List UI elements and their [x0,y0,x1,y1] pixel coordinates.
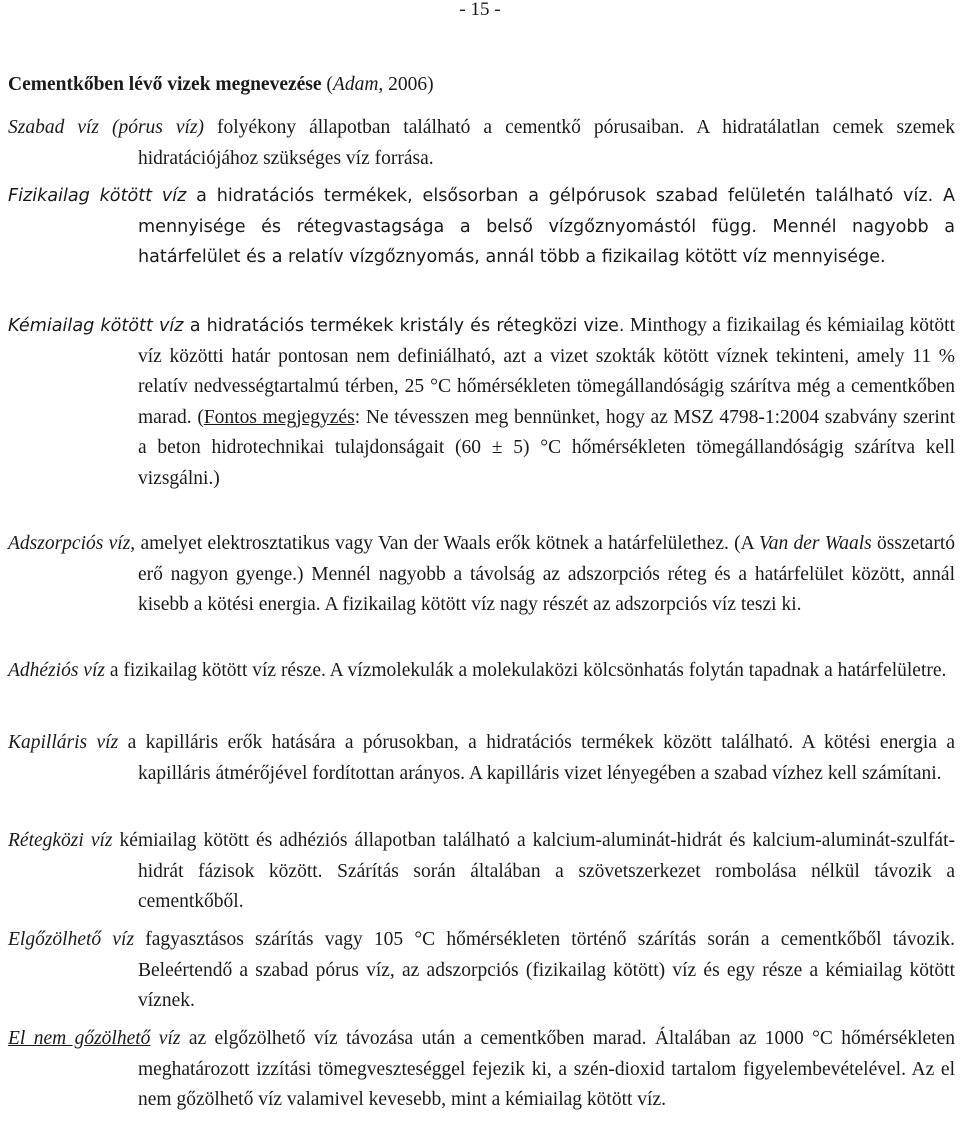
term-el-nem-gozolheto: El nem gőzölhető [8,1028,151,1049]
definition-text: kémiailag kötött és adhéziós állapotban található a kalcium-aluminát-hidrát és kalcium-aluminát-szulfát-hidrát fázisok között. Szárítás során általában a szövetszerkezet rombolása nélkül távozik a cementkőből. [112,830,955,912]
term-kemiailag-kotott-viz: Kémiailag kötött víz [8,316,184,336]
entry-fizikailag-kotott-viz [8,181,955,273]
title-rest: , 2006) [378,74,434,95]
entry-adhezios-viz [8,656,955,687]
definition-text: a fizikailag kötött víz része. A vízmolekulák a molekulaközi kölcsönhatás folytán tapadnak a határfelületre. [104,660,947,681]
definition-text-2: összetartó erő nagyon gyenge.) Mennél nagyobb a távolság az adszorpciós réteg és a határfelület között, annál kisebb a kötési energia. A fizikailag kötött víz nagy részét az adszorpciós víz teszi ki. [138,533,955,615]
page-number: - 15 - [459,0,501,20]
definition-text-3: : Ne tévesszen meg bennünket, hogy az MSZ 4798-1:2004 szabvány szerint a beton hidrotechnikai tulajdonságait (60 ± 5) °C hőmérsékleten tömegállandóságig szárítva kell vizsgálni.) [138,406,955,489]
page-title [8,72,434,98]
note-label: Fontos megjegyzés [203,406,355,428]
entry-adszorpcios-viz [8,529,955,621]
term-fizikailag-kotott-viz: Fizikailag kötött víz [8,186,187,206]
entry-kemiailag-kotott-viz [8,311,955,494]
entry-retegkozi-viz [8,826,955,918]
title-author: Adam [332,74,379,95]
definition-text: folyékony állapotban található a cementkő pórusaiban. A hidratálatlan cemek szemek hidratációjához szükséges víz forrása. [138,117,955,169]
van-der-waals: Van der Waals [758,533,872,554]
term-elgozolheto-viz: Elgőzölhető víz [8,929,135,950]
entry-szabad-viz [8,113,955,174]
entry-el-nem-gozolheto-viz [8,1024,955,1116]
definition-text: a kapilláris erők hatására a pórusokban, a hidratációs termékek között található. A kötési energia a kapilláris átmérőjével fordítottan arányos. A kapilláris vizet lényegében a szabad vízhez kell számítani. [118,732,955,784]
term-szabad-viz: Szabad víz (pórus víz) [8,117,205,138]
term-kapillaris-viz: Kapilláris víz [8,732,119,753]
title-open: ( [321,74,333,95]
entry-elgozolheto-viz [8,925,955,1017]
definition-text: amelyet elektrosztatikus vagy Van der Waals erők kötnek a határfelülethez. (A [135,533,759,554]
entry-kapillaris-viz [8,728,955,789]
definition-text-2: Minthogy a fizikailag és kémiailag kötött víz közötti határ pontosan nem definiálható, azt a vizet szokták kötött víznek tekinteni, amely 11 % relatív nedvességtartalmú térben, 25 °C hőmérsékleten tömegállandóságig szárítva még a cementkőben marad. ( [138,315,955,428]
term-adszorpcios-viz: Adszorpciós víz, [8,533,136,554]
definition-text: a hidratációs termékek kristály és rétegközi vize. [183,316,625,336]
term-viz: víz [150,1028,181,1049]
definition-text: a hidratációs termékek, elsősorban a gélpórusok szabad felületén található víz. A mennyisége és rétegvastagsága a belső vízgőznyomástól függ. Mennél nagyobb a határfelület és a relatív vízgőznyomás, annál több a fizikailag kötött víz mennyisége. [138,186,955,267]
term-adhezios-viz: Adhéziós víz [8,660,105,681]
title-text: Cementkőben lévő vizek megnevezése [8,74,322,95]
term-retegkozi-viz: Rétegközi víz [8,830,113,851]
definition-text: az elgőzölhető víz távozása után a cementkőben marad. Általában az 1000 °C hőmérsékleten meghatározott izzítási tömegveszteséggel fejezik ki, a szén-dioxid tartalom figyelembevételével. Az el nem gőzölhető víz valamivel kevesebb, mint a kémiailag kötött víz. [138,1028,955,1110]
definition-text: fagyasztásos szárítás vagy 105 °C hőmérsékleten történő szárítás során a cementkőből távozik. Beleértendő a szabad pórus víz, az adszorpciós (fizikailag kötött) víz és egy része a kémiailag kötött víznek. [134,929,955,1011]
